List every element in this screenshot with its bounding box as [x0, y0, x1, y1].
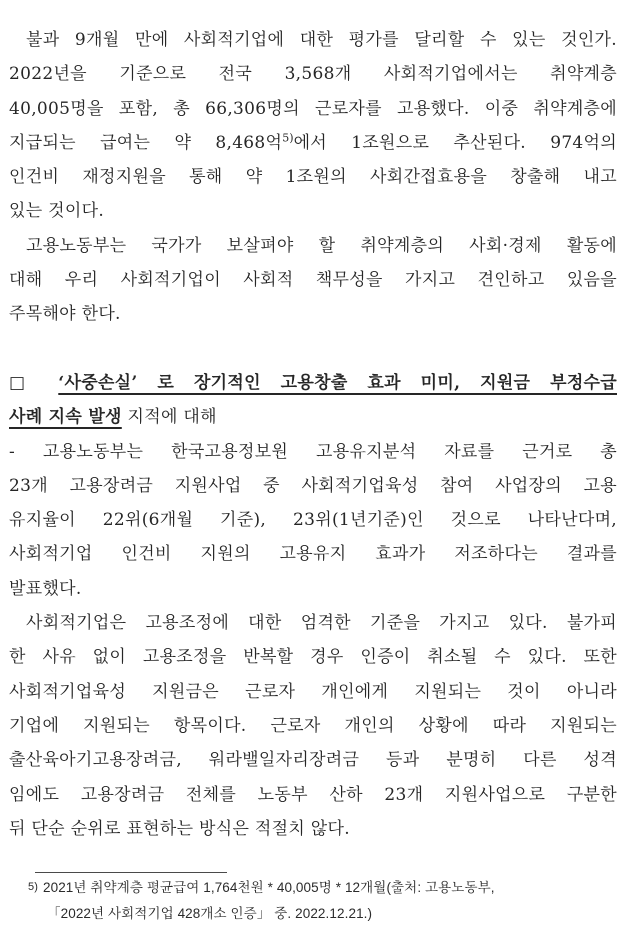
footnote [28, 872, 624, 926]
footnote-marker: 5) [28, 881, 38, 893]
text-line: 있는 것이다. [9, 201, 105, 222]
text-line: 뒤 단순 순위로 표현하는 방식은 적절치 않다. [9, 818, 350, 839]
paragraph-3 [9, 435, 617, 606]
document-page [9, 23, 617, 846]
text-line [9, 126, 617, 160]
text-line: 사회적기업 인건비 지원의 고용유지 효과가 저조하다는 결과를 [9, 544, 617, 565]
heading-line [9, 400, 617, 434]
heading-line [9, 366, 617, 400]
paragraph-2 [9, 229, 617, 332]
text-line: 40,005명을 포함, 총 66,306명의 근로자를 고용했다. 이중 취약계층에 [9, 98, 617, 119]
text-line: 23개 고용장려금 지원사업 중 사회적기업육성 참여 사업장의 고용 [9, 475, 617, 496]
footnote-line [28, 875, 624, 901]
text-line: 사회적기업은 고용조정에 대한 엄격한 기준을 가지고 있다. 불가피 [26, 613, 617, 634]
text-line: 대해 우리 사회적기업이 사회적 책무성을 가지고 견인하고 있음을 [9, 270, 617, 291]
text-line: - 고용노동부는 한국고용정보원 고용유지분석 자료를 근거로 총 [9, 441, 617, 462]
text-segment: 지급되는 급여는 약 8,468억 [9, 132, 283, 153]
text-line: 임에도 고용장려금 전체를 노동부 산하 23개 지원사업으로 구분한 [9, 784, 617, 805]
text-line: 주목해야 한다. [9, 304, 121, 325]
text-line: 2022년을 기준으로 전국 3,568개 사회적기업에서는 취약계층 [9, 64, 617, 85]
text-line: 한 사유 없이 고용조정을 반복할 경우 인증이 취소될 수 있다. 또한 [9, 647, 617, 668]
text-line: 유지율이 22위(6개월 기준), 23위(1년기준)인 것으로 나타난다며, [9, 510, 617, 531]
text-line: 사회적기업육성 지원금은 근로자 개인에게 지원되는 것이 아니라 [9, 681, 617, 702]
footnote-separator [35, 872, 227, 873]
text-line: 고용노동부는 국가가 보살펴야 할 취약계층의 사회·경제 활동에 [26, 235, 617, 256]
heading-emphasis-line2: 사례 지속 발생 [9, 407, 122, 428]
paragraph-1 [9, 23, 617, 229]
text-line: 인건비 재정지원을 통해 약 1조원의 사회간접효용을 창출해 내고 [9, 167, 617, 188]
text-line: 출산육아기고용장려금, 워라밸일자리장려금 등과 분명히 다른 성격 [9, 750, 617, 771]
text-segment: 에서 1조원으로 추산된다. 974억의 [293, 132, 617, 153]
section-heading [9, 366, 617, 435]
blank-line [9, 332, 617, 366]
footnote-ref-5: 5) [282, 131, 294, 145]
footnote-text: 2021년 취약계층 평균급여 1,764천원 * 40,005명 * 12개월(출처: 고용노동부, [42, 880, 495, 895]
heading-emphasis-line1: ‘사중손실’ 로 장기적인 고용창출 효과 미미, 지원금 부정수급 [58, 372, 617, 393]
text-line: 불과 9개월 만에 사회적기업에 대한 평가를 달리할 수 있는 것인가. [26, 30, 617, 50]
text-line: 기업에 지원되는 항목이다. 근로자 개인의 상황에 따라 지원되는 [9, 715, 617, 736]
checkbox-bullet: □ [9, 372, 39, 393]
footnote-line: 「2022년 사회적기업 428개소 인증」 중. 2022.12.21.) [47, 905, 373, 921]
paragraph-4 [9, 606, 617, 846]
text-line: 발표했다. [9, 578, 82, 599]
heading-plain-tail: 지적에 대해 [127, 407, 217, 428]
